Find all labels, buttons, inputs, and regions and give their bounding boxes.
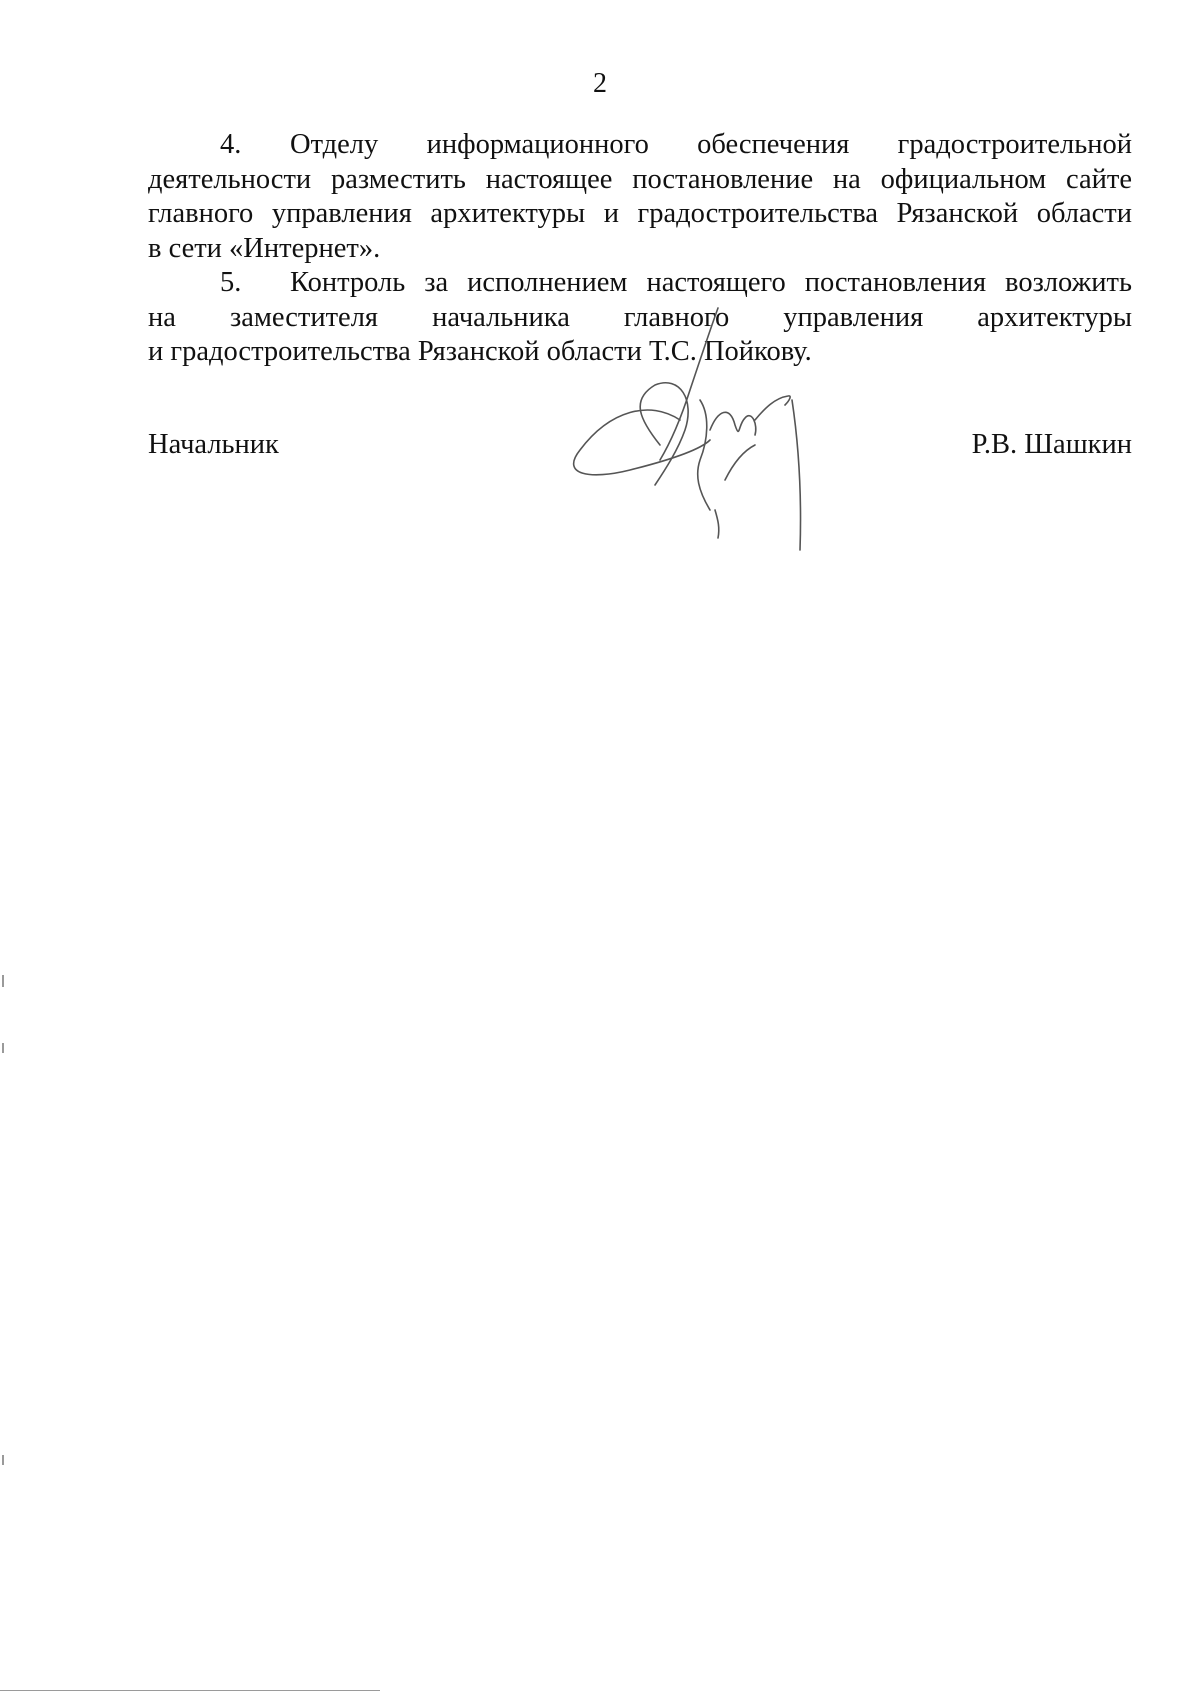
paragraph-line: 5. Контроль за исполнением настоящего постановления возложить: [148, 266, 1132, 301]
signer-name: Р.В. Шашкин: [971, 429, 1132, 460]
scan-mark: [2, 1455, 4, 1465]
handwritten-signature-icon: [560, 300, 840, 580]
paragraph-line: главного управления архитектуры и градостроительства Рязанской области: [148, 198, 1132, 229]
paragraph-number: 4.: [220, 129, 242, 160]
paragraph-line: деятельности разместить настоящее постановление на официальном сайте: [148, 163, 1132, 195]
page-number: 2: [593, 68, 607, 99]
scan-edge-line: [0, 1690, 380, 1691]
paragraph-line: и градостроительства Рязанской области Т.С. Пойкову.: [148, 336, 812, 367]
paragraph-4: [148, 128, 1132, 266]
position-title: Начальник: [148, 429, 279, 460]
paragraph-line: в сети «Интернет».: [148, 232, 381, 264]
scan-mark: [2, 1043, 4, 1053]
scan-mark: [2, 975, 4, 987]
paragraph-number: 5.: [220, 267, 242, 298]
paragraph-line: 4. Отделу информационного обеспечения градостроительной: [148, 128, 1132, 163]
paragraph-line: на заместителя начальника главного управления архитектуры: [148, 301, 1132, 333]
